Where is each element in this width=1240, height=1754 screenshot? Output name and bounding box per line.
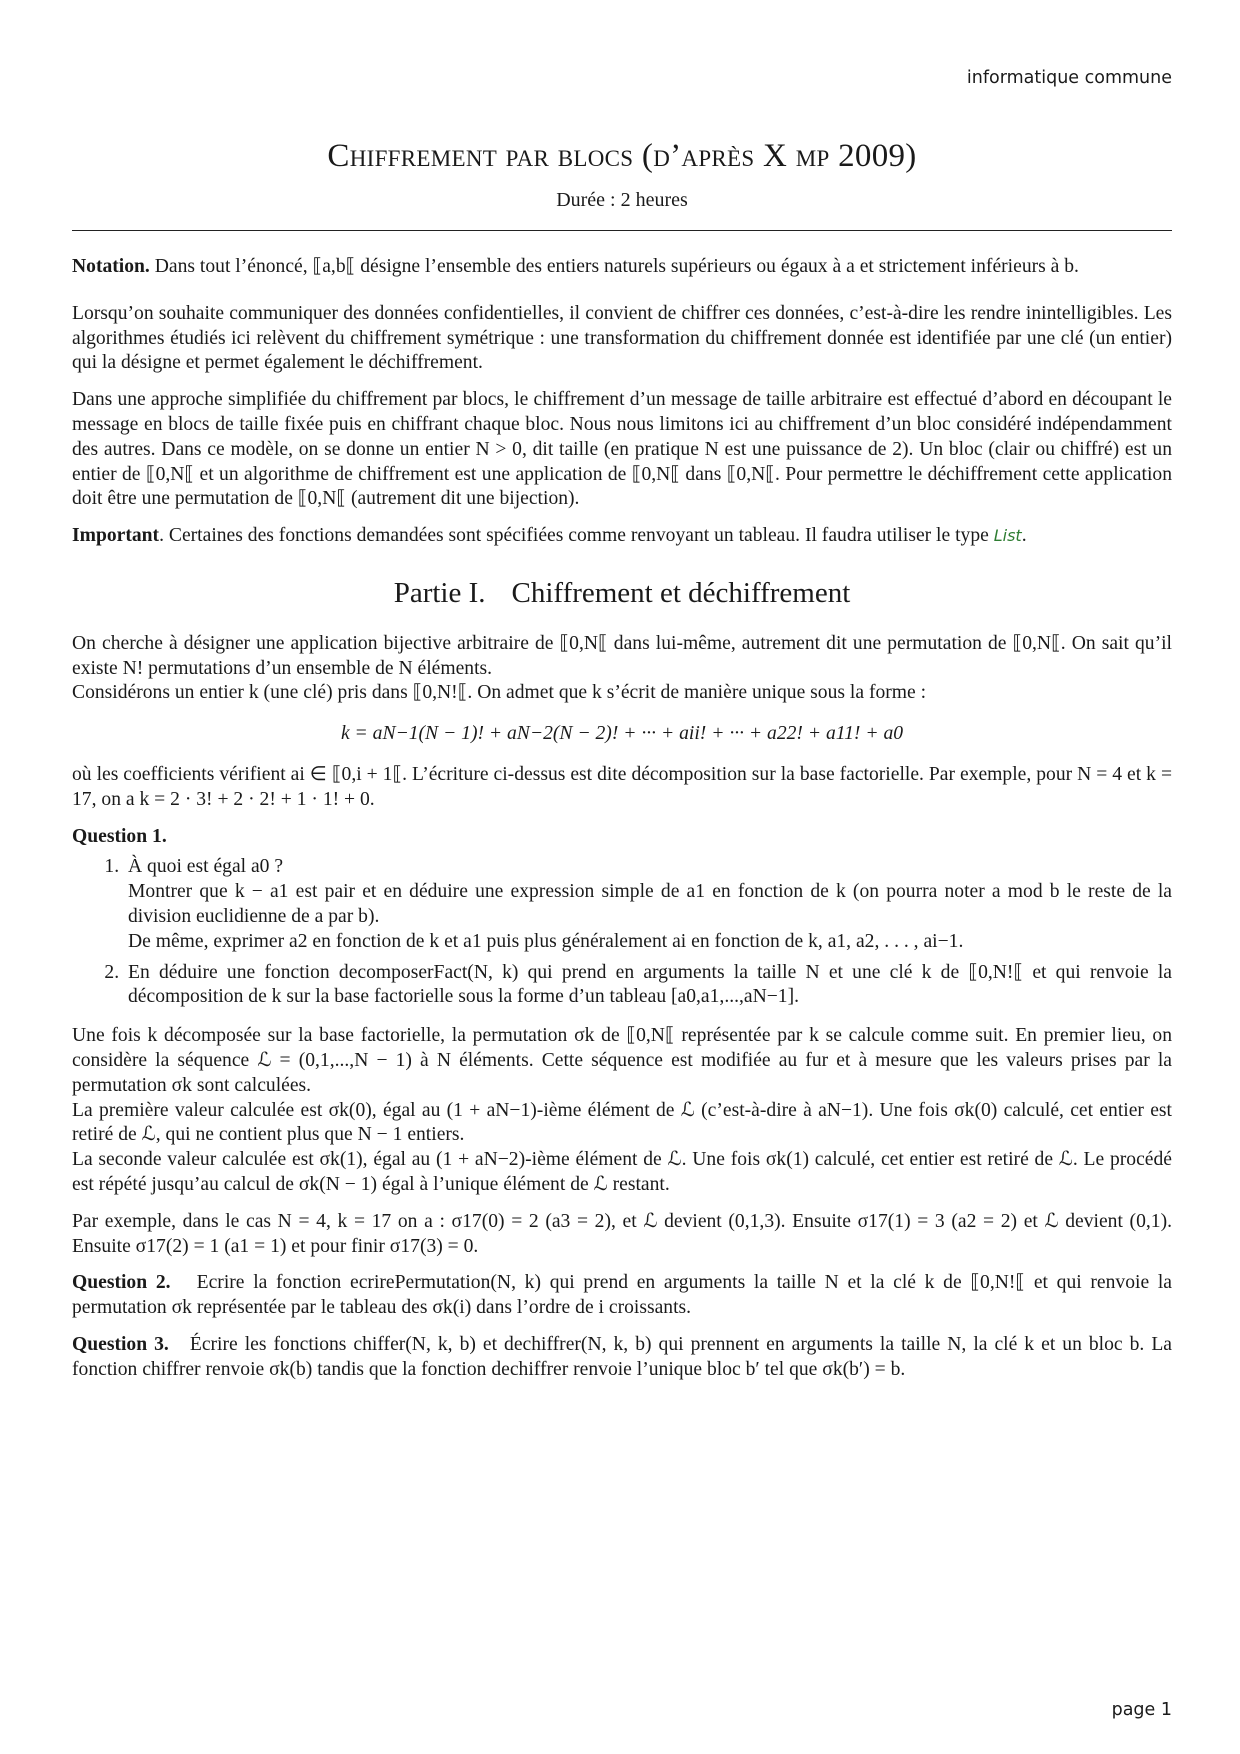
question-2 [72,1271,1172,1321]
list-type-keyword: List [993,526,1022,546]
question-1-item-1: 1. À quoi est égal a0 ? Montrer que k − a1 est pair et en déduire une expression simple de a1 en fonction de k (on pourra noter a mod b le reste de la division euclidienne de a par b). De même, exprimer a2 en fonction de k et a1 puis plus généralement ai en fonction de k, a1, a2, . . . , ai−1. [124,855,1172,954]
intro-paragraph-1: Lorsqu’on souhaite communiquer des données confidentielles, il convient de chiffrer ces données, c’est-à-dire les rendre inintelligibles. Les algorithmes étudiés ici relèvent du chiffrement symétrique : une transformation du chiffrement donnée est identifiée par une clé (un entier) qui la désigne et permet également le déchiffrement. [72,302,1172,374]
question-1-label: Question 1. [72,825,167,847]
notation-text: Dans tout l’énoncé, ⟦a,b⟦ désigne l’ensemble des entiers naturels supérieurs ou égaux à a et strictement inférieurs à b. [149,256,1079,277]
question-3-label: Question 3. [72,1333,169,1355]
notation-paragraph [72,255,1172,280]
part1-paragraph-3a: Une fois k décomposée sur la base factorielle, la permutation σk de ⟦0,N⟦ représentée par k se calcule comme suit. En premier lieu, on considère la séquence ℒ = (0,1,...,N − 1) à N éléments. Cette séquence est modifiée au fur et à mesure que les valeurs prises par la permutation σk sont calculées. [72,1025,1172,1096]
important-label: Important [72,525,160,547]
page-number: page 1 [1111,1700,1172,1720]
part1-paragraph-4: Par exemple, dans le cas N = 4, k = 17 on a : σ17(0) = 2 (a3 = 2), et ℒ devient (0,1,3). Ensuite σ17(1) = 3 (a2 = 2) et ℒ devient (0,1). Ensuite σ17(2) = 1 (a1 = 1) et pour finir σ17(3) = 0. [72,1210,1172,1257]
part1-paragraph-2: où les coefficients vérifient ai ∈ ⟦0,i + 1⟦. L’écriture ci-dessus est dite décomposition sur la base factorielle. Par exemple, pour N = 4 et k = 17, on a k = 2 · 3! + 2 · 2! + 1 · 1! + 0. [72,763,1172,810]
notation-label: Notation. [72,256,150,277]
intro-paragraph-2: Dans une approche simplifiée du chiffrement par blocs, le chiffrement d’un message de taille arbitraire est effectué d’abord en découpant le message en blocs de taille fixée puis en chiffrant chaque bloc. Nous nous limitons ici au chiffrement d’un bloc considéré indépendamment des autres. Dans ce modèle, on se donne un entier N > 0, dit taille (en pratique N est une puissance de 2). Un bloc (clair ou chiffré) est un entier de ⟦0,N⟦ et un algorithme de chiffrement est une application de ⟦0,N⟦ dans ⟦0,N⟦. Pour permettre le déchiffrement cette application doit être une permutation de ⟦0,N⟦ (autrement dit une bijection). [72,389,1172,510]
question-2-label: Question 2. [72,1272,171,1294]
document-title: Chiffrement par blocs (d’après X mp 2009) [327,138,917,174]
question-3-text: Écrire les fonctions chiffer(N, k, b) et dechiffrer(N, k, b) qui prennent en arguments la taille N, la clé k et un bloc b. La fonction chiffrer renvoie σk(b) tandis que la fonction dechiffrer renvoie l’unique bloc b′ tel que σk(b′) = b. [72,1333,1172,1380]
part1-paragraph-1: On cherche à désigner une application bijective arbitraire de ⟦0,N⟦ dans lui-même, autrement dit une permutation de ⟦0,N⟦. On sait qu’il existe N! permutations d’un ensemble de N éléments. [72,632,1172,679]
exam-duration: Durée : 2 heures [556,189,688,211]
document-body [72,255,1172,1394]
part-heading [72,576,1172,609]
question-2-text: Ecrire la fonction ecrirePermutation(N, k) qui prend en arguments la taille N et la clé k de ⟦0,N!⟦ et qui renvoie la permutation σk représentée par le tableau des σk(i) dans l’ordre de i croissants. [72,1272,1173,1319]
factorial-formula: k = aN−1(N − 1)! + aN−2(N − 2)! + ··· + aii! + ··· + a22! + a11! + a0 [340,723,904,745]
part-title: Chiffrement et déchiffrement [511,576,851,609]
important-text: . Certaines des fonctions demandées sont spécifiées comme renvoyant un tableau. Il faudra utiliser le type [159,525,994,547]
question-3 [72,1333,1172,1383]
part1-paragraph-3c: La seconde valeur calculée est σk(1), égal au (1 + aN−2)-ième élément de ℒ. Une fois σk(1) calculé, cet entier est retiré de ℒ. Le procédé est répété jusqu’au calcul de σk(N − 1) égal à l’unique élément de ℒ restant. [72,1149,1172,1195]
title-divider [72,230,1172,231]
part1-paragraph-3b: La première valeur calculée est σk(0), égal au (1 + aN−1)-ième élément de ℒ (c’est-à-dire à aN−1). Une fois σk(0) calculé, cet entier est retiré de ℒ, qui ne contient plus que N − 1 entiers. [72,1099,1172,1146]
part1-paragraph-1b: Considérons un entier k (une clé) pris dans ⟦0,N!⟦. On admet que k s’écrit de manière unique sous la forme : [72,682,927,704]
course-header: informatique commune [966,68,1172,88]
question-1-list [72,855,1172,1010]
part-number: Partie I. [393,576,486,609]
question-1-item-2: 2. En déduire une fonction decomposerFact(N, k) qui prend en arguments la taille N et une clé k de ⟦0,N!⟦ et qui renvoie la décomposition de k sur la base factorielle sous la forme d’un tableau [a0,a1,...,aN−1]. [124,961,1172,1011]
important-paragraph: Important. Certaines des fonctions demandées sont spécifiées comme renvoyant un tableau. Il faudra utiliser le type List. [72,525,1027,547]
